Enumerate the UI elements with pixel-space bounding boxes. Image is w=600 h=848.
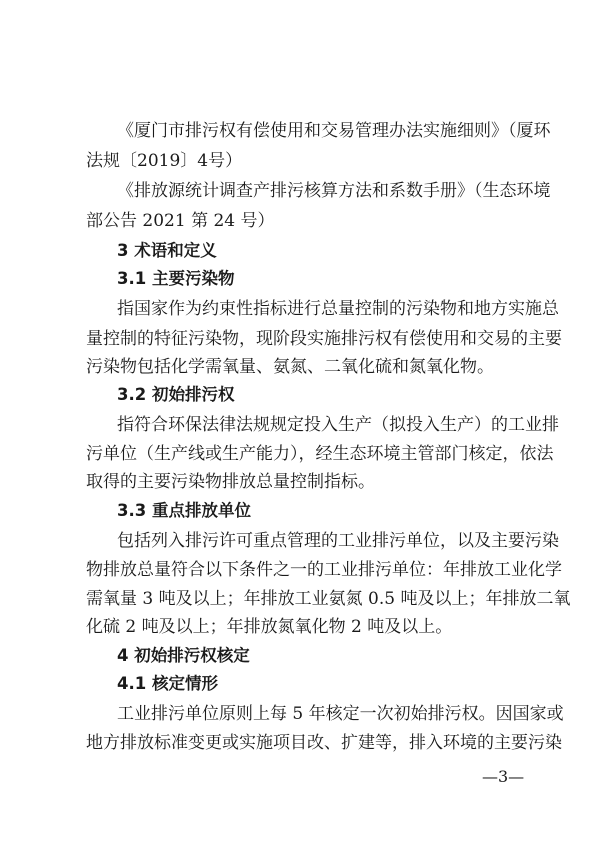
section-3-3-heading: 3.3 重点排放单位 [117,501,251,520]
section-3-2-heading: 3.2 初始排污权 [117,385,235,404]
section-4-heading: 4 初始排污权核定 [117,646,250,665]
s31-line3: 污染物包括化学需氧量、氨氮、二氧化硫和氮氧化物。 [86,357,494,377]
section-3-heading: 3 术语和定义 [117,241,217,260]
s33-line1: 包括列入排污许可重点管理的工业排污单位，以及主要污染 [117,531,559,551]
ref2-line2: 部公告 2021 第 24 号） [86,211,275,231]
s31-line1: 指国家作为约束性指标进行总量控制的污染物和地方实施总 [117,299,559,319]
section-3-1-heading: 3.1 主要污染物 [117,269,235,288]
s41-line1: 工业排污单位原则上每 5 年核定一次初始排污权。因国家或 [117,704,564,724]
page-number: —3— [482,767,525,786]
s31-line2: 量控制的特征污染物，现阶段实施排污权有偿使用和交易的主要 [86,329,562,349]
s41-line2: 地方排放标准变更或实施项目改、扩建等，排入环境的主要污染 [86,733,562,753]
ref2-line1: 《排放源统计调查产排污核算方法和系数手册》（生态环境 [117,181,551,201]
ref1-line1: 《厦门市排污权有偿使用和交易管理办法实施细则》（厦环 [117,121,551,141]
s32-line2: 污单位（生产线或生产能力），经生态环境主管部门核定，依法 [86,444,554,464]
s33-line4: 化硫 2 吨及以上；年排放氮氧化物 2 吨及以上。 [86,617,453,637]
s33-line2: 物排放总量符合以下条件之一的工业排污单位：年排放工业化学 [86,560,562,580]
ref1-line2: 法规〔2019〕4号） [86,151,243,171]
s32-line3: 取得的主要污染物排放总量控制指标。 [86,472,375,492]
s33-line3: 需氧量 3 吨及以上；年排放工业氨氮 0.5 吨及以上；年排放二氧 [86,589,571,609]
s32-line1: 指符合环保法律法规规定投入生产（拟投入生产）的工业排 [117,415,559,435]
section-4-1-heading: 4.1 核定情形 [117,674,218,693]
